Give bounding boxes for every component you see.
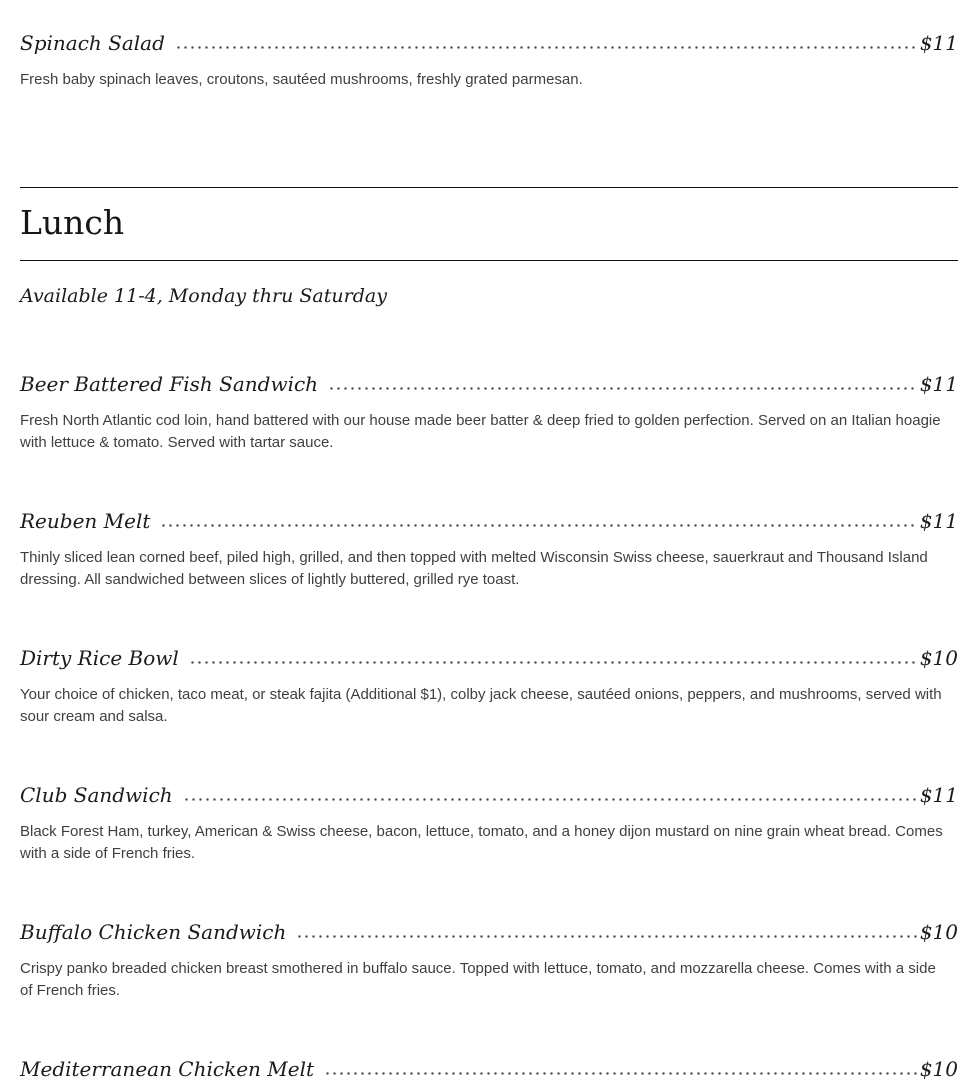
menu-item-header xyxy=(20,508,958,534)
menu-item-description: Your choice of chicken, taco meat, or steak fajita (Additional $1), colby jack cheese, sautéed onions, peppers, and mushrooms, served with sour cream and salsa. xyxy=(20,686,942,725)
menu-item xyxy=(20,782,958,865)
menu-item-name: Dirty Rice Bowl xyxy=(20,646,179,670)
menu-item-header xyxy=(20,1056,958,1082)
menu-item-header xyxy=(20,645,958,671)
menu-item-description: Thinly sliced lean corned beef, piled high, grilled, and then topped with melted Wisconsin Swiss cheese, sauerkraut and Thousand Island dressing. All sandwiched between slices of lightly buttered, grilled rye toast. xyxy=(20,549,928,588)
menu-item xyxy=(20,508,958,591)
dotted-leader xyxy=(296,935,917,938)
menu-item-price: $11 xyxy=(919,783,958,807)
menu-item-name: Reuben Melt xyxy=(20,509,151,533)
menu-item-description: Crispy panko breaded chicken breast smothered in buffalo sauce. Topped with lettuce, tomato, and mozzarella cheese. Comes with a side of French fries. xyxy=(20,960,936,999)
menu-item-description: Fresh North Atlantic cod loin, hand battered with our house made beer batter & deep fried to golden perfection. Served on an Italian hoagie with lettuce & tomato. Served with tartar sauce. xyxy=(20,412,941,451)
menu-item-header xyxy=(20,30,958,56)
menu-item-price: $11 xyxy=(919,509,958,533)
section-header xyxy=(20,187,958,261)
menu-item-header xyxy=(20,919,958,945)
menu-item-header xyxy=(20,371,958,397)
menu-item-price: $11 xyxy=(919,372,958,396)
menu-item-price: $10 xyxy=(919,1057,958,1081)
section-title: Lunch xyxy=(20,203,125,242)
menu-item-name: Mediterranean Chicken Melt xyxy=(20,1057,315,1081)
section-subtitle: Available 11-4, Monday thru Saturday xyxy=(20,285,387,307)
dotted-leader xyxy=(183,798,918,801)
dotted-leader xyxy=(324,1072,918,1075)
menu-item xyxy=(20,1056,958,1082)
menu-item-price: $10 xyxy=(919,920,958,944)
menu-item-name: Beer Battered Fish Sandwich xyxy=(20,372,319,396)
menu-item-name: Spinach Salad xyxy=(20,31,165,55)
menu-item-description: Black Forest Ham, turkey, American & Swiss cheese, bacon, lettuce, tomato, and a honey dijon mustard on nine grain wheat bread. Comes with a side of French fries. xyxy=(20,823,943,862)
menu-item-name: Buffalo Chicken Sandwich xyxy=(20,920,287,944)
menu-item xyxy=(20,919,958,1002)
dotted-leader xyxy=(189,661,918,664)
dotted-leader xyxy=(328,387,918,390)
menu-item-description: Fresh baby spinach leaves, croutons, sautéed mushrooms, freshly grated parmesan. xyxy=(20,71,583,88)
menu-item-price: $11 xyxy=(919,31,958,55)
dotted-leader xyxy=(160,524,917,527)
dotted-leader xyxy=(175,46,918,49)
menu-item-header xyxy=(20,782,958,808)
menu-item-price: $10 xyxy=(919,646,958,670)
menu-item xyxy=(20,30,958,91)
menu-item-name: Club Sandwich xyxy=(20,783,173,807)
menu-item xyxy=(20,371,958,454)
menu-item xyxy=(20,645,958,728)
